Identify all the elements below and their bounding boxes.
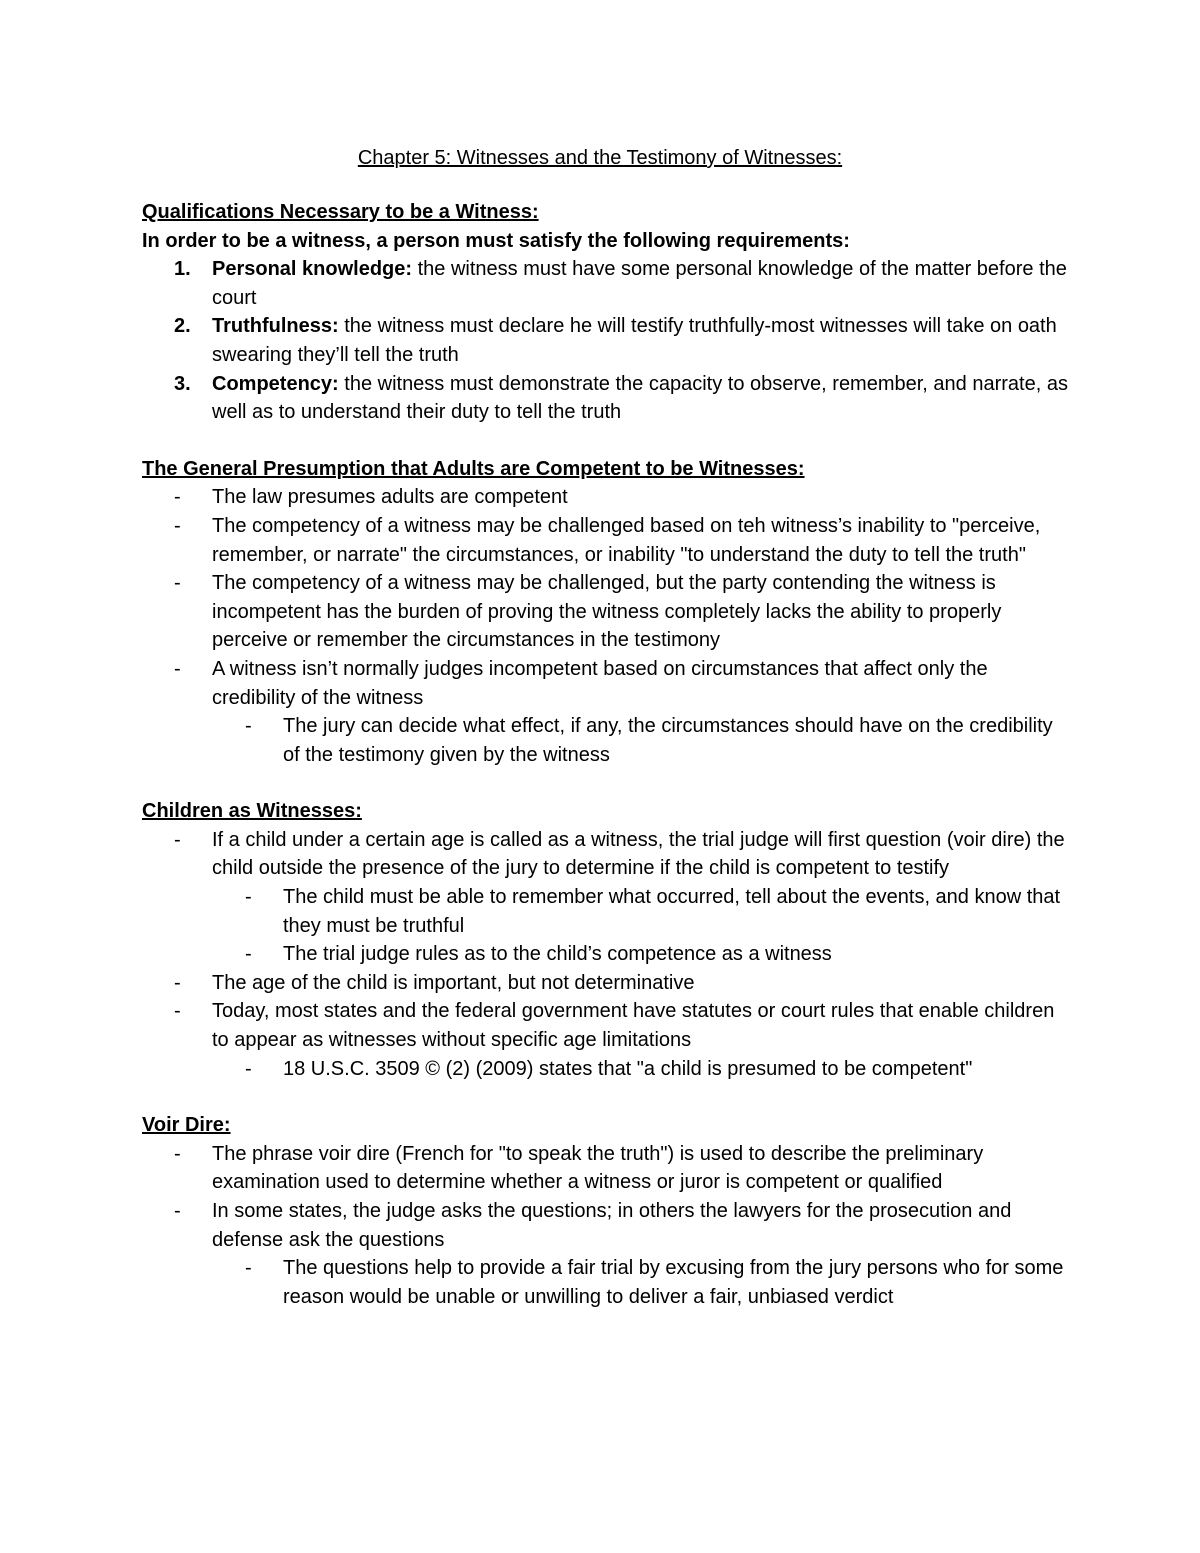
list-number: 2. bbox=[174, 315, 191, 338]
section-presumption bbox=[142, 455, 1072, 770]
sub-bullet-list-item bbox=[142, 1254, 1072, 1311]
item-term: Competency: bbox=[212, 372, 339, 395]
dash-bullet: - bbox=[174, 971, 181, 994]
bullet-list-item bbox=[142, 512, 1072, 569]
item-term: Truthfulness: bbox=[212, 315, 339, 338]
bullet-list-item bbox=[142, 826, 1072, 883]
dash-bullet: - bbox=[245, 1057, 252, 1080]
item-term: Personal knowledge: bbox=[212, 258, 413, 281]
section-qualifications bbox=[142, 198, 1072, 427]
section-heading: Qualifications Necessary to be a Witness: bbox=[142, 201, 539, 223]
section-children bbox=[142, 797, 1072, 1083]
section-intro: In order to be a witness, a person must satisfy the following requirements: bbox=[142, 229, 850, 252]
item-text: Today, most states and the federal government have statutes or court rules that enable children to appear as witnesses without specific age limitations bbox=[212, 1000, 1055, 1052]
spacer bbox=[142, 427, 1072, 455]
item-text: The age of the child is important, but not determinative bbox=[212, 971, 695, 994]
dash-bullet: - bbox=[245, 886, 252, 909]
sub-bullet-list-item bbox=[142, 883, 1072, 940]
dash-bullet: - bbox=[174, 1200, 181, 1222]
bullet-list-item bbox=[142, 1197, 1072, 1254]
section-heading: Voir Dire: bbox=[142, 1114, 231, 1137]
item-text: the witness must demonstrate the capacity to observe, remember, and narrate, as well as to understand their duty to tell the truth bbox=[212, 372, 1068, 424]
dash-bullet: - bbox=[245, 715, 252, 738]
item-text: In some states, the judge asks the questions; in others the lawyers for the prosecution and defense ask the questions bbox=[212, 1200, 1012, 1251]
dash-bullet: - bbox=[245, 943, 252, 966]
dash-bullet: - bbox=[174, 1000, 181, 1023]
dash-bullet: - bbox=[174, 486, 181, 509]
spacer bbox=[142, 769, 1072, 797]
document-body bbox=[142, 198, 1072, 1311]
item-text: The jury can decide what effect, if any, the circumstances should have on the credibility of the testimony given by the witness bbox=[283, 715, 1053, 766]
section-heading: Children as Witnesses: bbox=[142, 800, 362, 823]
dash-bullet: - bbox=[174, 828, 181, 851]
sub-bullet-list-item bbox=[142, 712, 1072, 769]
sub-bullet-list-item bbox=[142, 1055, 1072, 1084]
item-text: A witness isn’t normally judges incompetent based on circumstances that affect only the credibility of the witness bbox=[212, 657, 988, 709]
dash-bullet: - bbox=[174, 1142, 181, 1165]
list-number: 3. bbox=[174, 372, 191, 395]
item-text: the witness must declare he will testify truthfully-most witnesses will take on oath swearing they’ll tell the truth bbox=[212, 315, 1057, 366]
section-voir-dire bbox=[142, 1111, 1072, 1311]
bullet-list-item bbox=[142, 1140, 1072, 1197]
bullet-list-item bbox=[142, 569, 1072, 655]
bullet-list-item bbox=[142, 655, 1072, 712]
item-text: The phrase voir dire (French for "to speak the truth") is used to describe the preliminary examination used to determine whether a witness or juror is competent or qualified bbox=[212, 1142, 984, 1194]
dash-bullet: - bbox=[174, 572, 181, 595]
page-title: Chapter 5: Witnesses and the Testimony of Witnesses: bbox=[357, 147, 843, 169]
dash-bullet: - bbox=[174, 514, 181, 537]
list-number: 1. bbox=[174, 258, 191, 281]
section-heading: The General Presumption that Adults are Competent to be Witnesses: bbox=[142, 457, 805, 480]
spacer bbox=[142, 1083, 1072, 1111]
bullet-list-item bbox=[142, 969, 1072, 998]
bullet-list-item bbox=[142, 997, 1072, 1054]
numbered-list-item bbox=[142, 255, 1072, 312]
numbered-list-item bbox=[142, 370, 1072, 427]
bullet-list-item bbox=[142, 483, 1072, 512]
item-text: the witness must have some personal knowledge of the matter before the court bbox=[212, 258, 1067, 309]
numbered-list-item bbox=[142, 312, 1072, 369]
item-text: 18 U.S.C. 3509 © (2) (2009) states that "a child is presumed to be competent" bbox=[283, 1057, 973, 1080]
item-text: The trial judge rules as to the child’s competence as a witness bbox=[283, 943, 832, 966]
item-text: If a child under a certain age is called as a witness, the trial judge will first question (voir dire) the child outside the presence of the jury to determine if the child is competent to testify bbox=[212, 828, 1065, 880]
item-text: The child must be able to remember what occurred, tell about the events, and know that they must be truthful bbox=[283, 886, 1061, 937]
item-text: The competency of a witness may be challenged, but the party contending the witness is incompetent has the burden of proving the witness completely lacks the ability to properly perceive or remember the circumstances in the testimony bbox=[212, 572, 1002, 652]
item-text: The competency of a witness may be challenged based on teh witness’s inability to "perceive, remember, or narrate" the circumstances, or inability "to understand the duty to tell the truth" bbox=[212, 514, 1041, 566]
sub-bullet-list-item bbox=[142, 940, 1072, 969]
item-text: The law presumes adults are competent bbox=[212, 486, 568, 509]
item-text: The questions help to provide a fair trial by excusing from the jury persons who for some reason would be unable or unwilling to deliver a fair, unbiased verdict bbox=[283, 1257, 1064, 1308]
dash-bullet: - bbox=[245, 1257, 252, 1280]
dash-bullet: - bbox=[174, 657, 181, 680]
